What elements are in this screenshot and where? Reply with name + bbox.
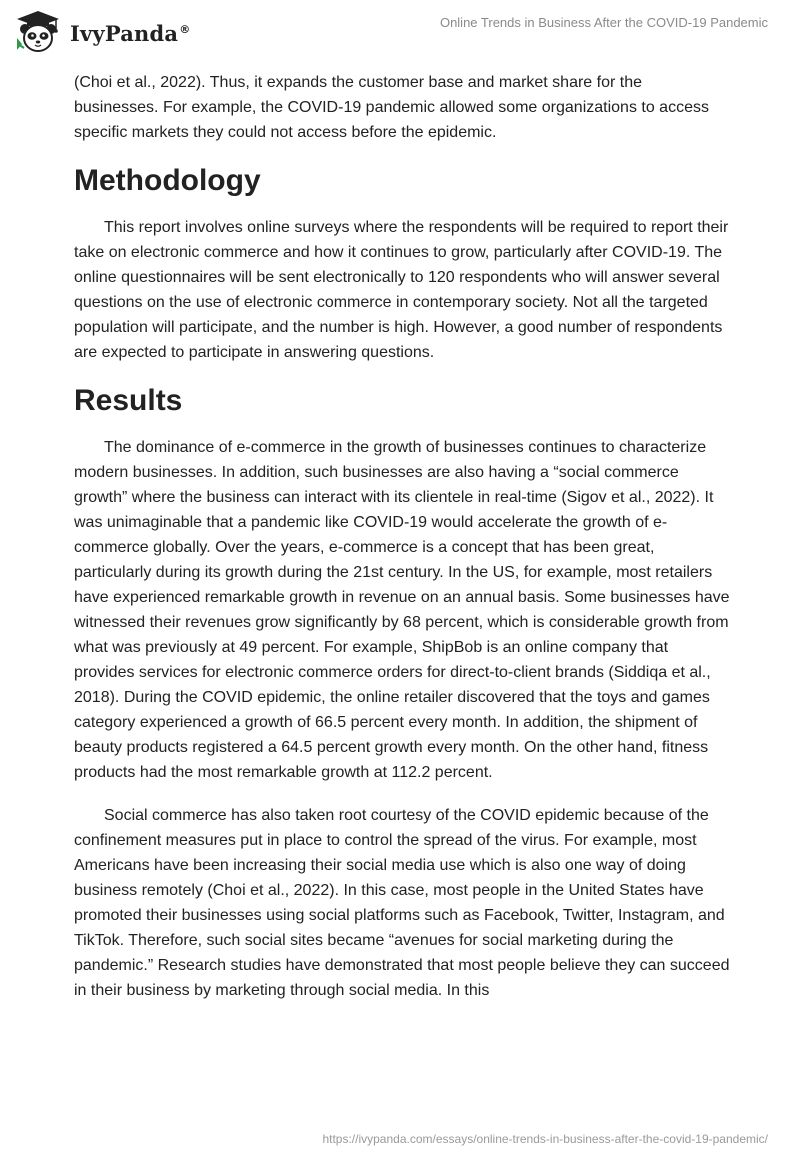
footer-source-url[interactable]: https://ivypanda.com/essays/online-trends-in-business-after-the-covid-19-pandemic/ [322,1132,768,1146]
methodology-heading: Methodology [74,164,261,197]
results-paragraph-1: The dominance of e-commerce in the growth of businesses continues to characterize modern businesses. In addition, such businesses are also having a “social commerce growth” where the business can interact with its clientele in real-time (Sigov et al., 2022). It was unimaginable that a pandemic like COVID-19 would accelerate the growth of e-commerce globally. Over the years, e-commerce is a concept that has been great, particularly during its growth during the 21st century. In the US, for example, most retailers have experienced remarkable growth in revenue on an annual basis. Some businesses have witnessed their revenues grow significantly by 68 percent, which is considerable growth from what was previously at 49 percent. For example, ShipBob is an online company that provides services for electronic commerce orders for direct-to-client brands (Siddiqa et al., 2018). During the COVID epidemic, the online retailer discovered that the toys and games category experienced a growth of 66.5 percent every month. In addition, the shipment of beauty products registered a 64.5 percent growth every month. On the other hand, fitness products had the most remarkable growth at 112.2 percent. [74,439,730,781]
page-header [0,0,800,64]
panda-graduate-icon [14,8,62,56]
results-heading: Results [74,384,183,417]
logo-wordmark [70,21,190,46]
document-title: Online Trends in Business After the COVID-19 Pandemic [439,15,768,30]
methodology-paragraph: This report involves online surveys where the respondents will be required to report their take on electronic commerce and how it continues to grow, particularly after COVID-19. The online questionnaires will be sent electronically to 120 respondents who will answer several questions on the use of electronic commerce in contemporary society. Not all the targeted population will participate, and the number is high. However, a good number of respondents are expected to participate in answering questions. [74,219,729,361]
intro-paragraph: (Choi et al., 2022). Thus, it expands the customer base and market share for the businesses. For example, the COVID-19 pandemic allowed some organizations to access specific markets they could not access before the epidemic. [74,74,709,141]
registered-mark: ® [179,22,191,36]
results-paragraph-2: Social commerce has also taken root courtesy of the COVID epidemic because of the confinement measures put in place to control the spread of the virus. For example, most Americans have been increasing their social media use which is also one way of doing business remotely (Choi et al., 2022). In this case, most people in the United States have promoted their businesses using social platforms such as Facebook, Twitter, Instagram, and TikTok. Therefore, such social sites became “avenues for social marketing during the pandemic.” Research studies have demonstrated that most people believe they can succeed in their business by marketing through social media. In this [74,807,730,999]
essay-body [74,70,730,1003]
ivypanda-logo[interactable] [14,8,190,56]
logo-wordmark-text: IvyPanda [70,20,179,46]
